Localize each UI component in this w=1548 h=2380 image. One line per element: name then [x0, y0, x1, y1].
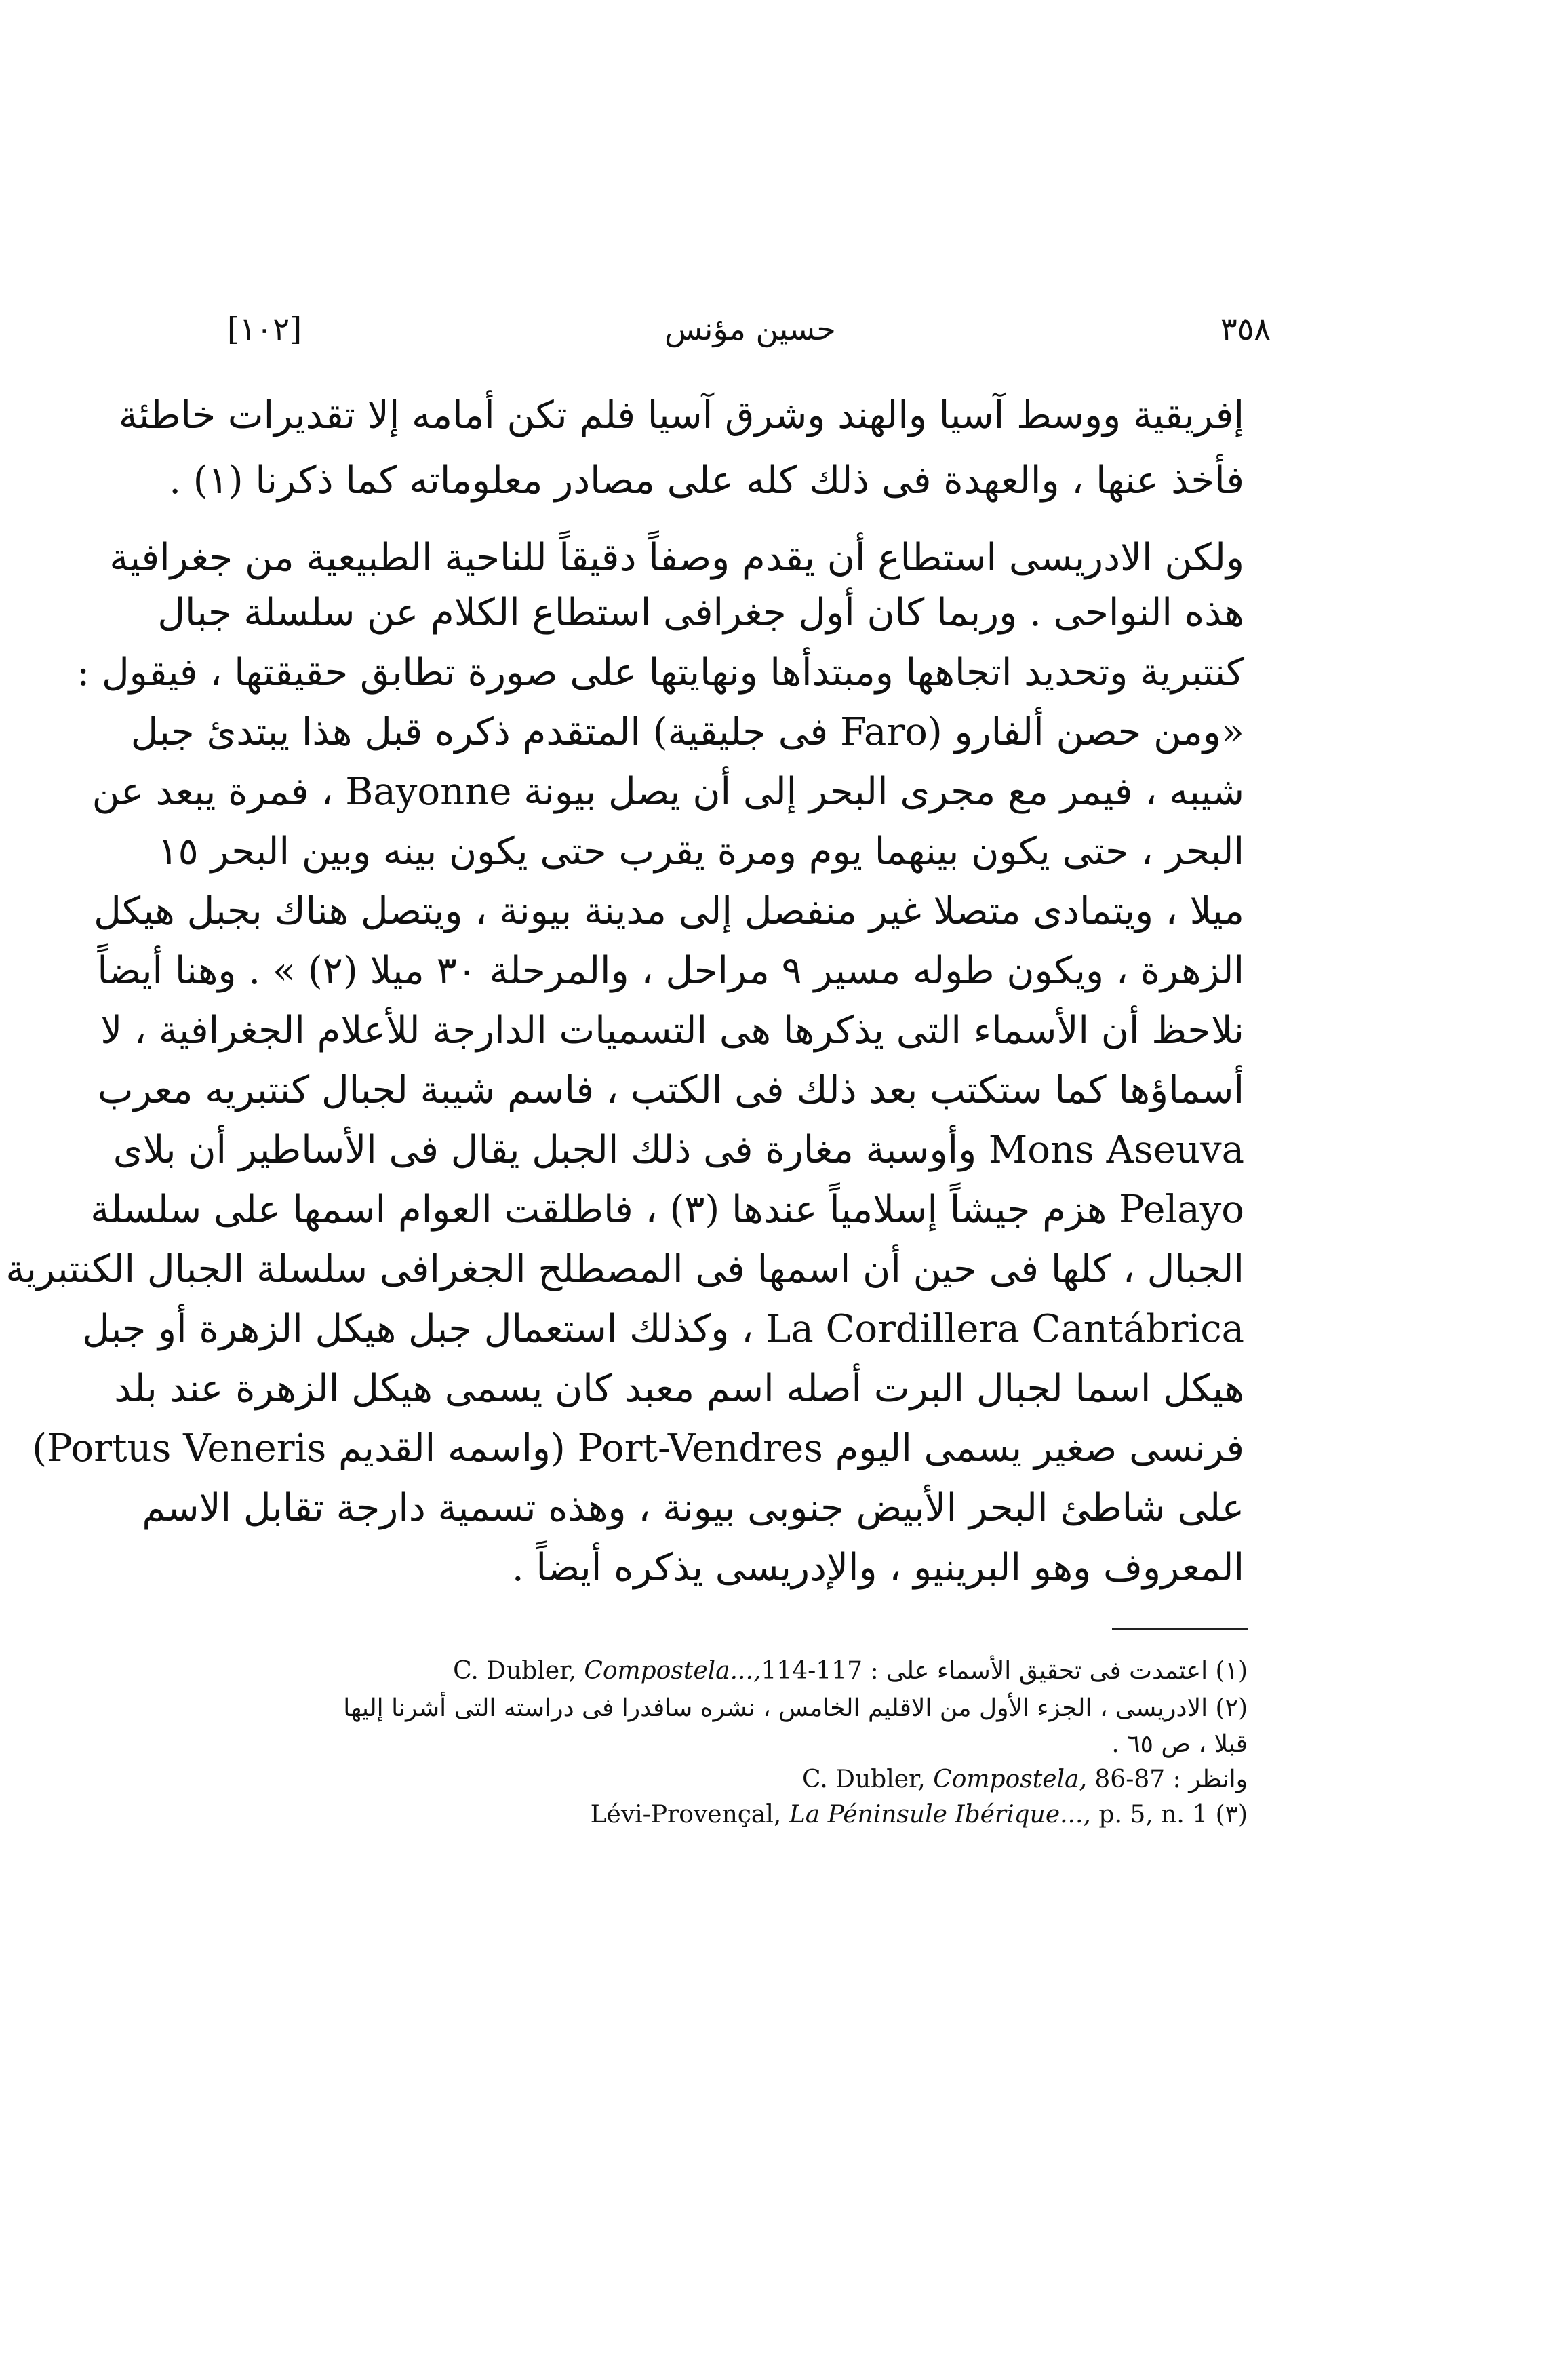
body-line: هذه النواحى . وربما كان أول جغرافى استطاع الكلام عن سلسلة جبال	[157, 591, 1244, 635]
body-line: الزهرة ، ويكون طوله مسير ٩ مراحل ، والمرحلة ٣٠ ميلا (٢) » . وهنا أيضاً	[97, 949, 1244, 993]
body-line: La Cordillera Cantábrica ، وكذلك استعمال جبل هيكل الزهرة أو جبل	[82, 1307, 1244, 1351]
body-line: أسماؤها كما ستكتب بعد ذلك فى الكتب ، فاسم شيبة لجبال كنتبريه معرب	[97, 1068, 1244, 1112]
footnote-2-see: وانظر :	[1172, 1766, 1248, 1793]
body-line: الجبال ، كلها فى حين أن اسمها فى المصطلح الجغرافى سلسلة الجبال الكنتبرية	[5, 1247, 1244, 1291]
body-line: المعروف وهو البرينيو ، والإدريسى يذكره أيضاً .	[511, 1546, 1244, 1590]
footnote-2-citation	[802, 1766, 1165, 1793]
body-line: هيكل اسما لجبال البرت أصله اسم معبد كان يسمى هيكل الزهرة عند بلد	[114, 1367, 1244, 1411]
body-line: على شاطئ البحر الأبيض جنوبى بيونة ، وهذه تسمية دارجة تقابل الاسم	[142, 1486, 1244, 1530]
footnote-2-author: C. Dubler,	[801, 1766, 926, 1793]
footnote-2-pages: 86-87	[1094, 1766, 1166, 1793]
footnote-3-marker: (٣)	[1215, 1801, 1248, 1829]
footnote-2-line-3	[268, 1763, 1248, 1796]
footnote-3-citation	[591, 1801, 1208, 1829]
body-line: فرنسى صغير يسمى اليوم Port-Vendres (واسمه القديم Portus Veneris)	[32, 1426, 1244, 1470]
footnote-1-title: Compostela...,	[584, 1657, 761, 1685]
running-header-author: حسين مؤنس	[664, 311, 836, 347]
footnote-3-author: Lévi-Provençal,	[590, 1801, 782, 1829]
footnote-1-citation	[453, 1657, 862, 1685]
body-line: ولكن الادريسى استطاع أن يقدم وصفاً دقيقاً للناحية الطبيعية من جغرافية	[109, 536, 1244, 580]
body-line: ميلا ، ويتمادى متصلا غير منفصل إلى مدينة بيونة ، ويتصل هناك بجبل هيكل	[94, 889, 1244, 933]
body-line: فأخذ عنها ، والعهدة فى ذلك كله على مصادر معلوماته كما ذكرنا (١) .	[169, 459, 1244, 503]
footnote-rule	[1112, 1628, 1248, 1630]
running-header-page-number: ٣٥٨	[1220, 311, 1271, 347]
body-line: Pelayo هزم جيشاً إسلامياً عندها (٣) ، فاطلقت العوام اسمها على سلسلة	[90, 1188, 1244, 1232]
footnote-2-line-1: (٢) الادريسى ، الجزء الأول من الاقليم الخامس ، نشره سافدرا فى دراسته التى أشرنا إليها	[343, 1694, 1248, 1722]
body-line: كنتبرية وتحديد اتجاهها ومبتدأها ونهايتها على صورة تطابق حقيقتها ، فيقول :	[77, 650, 1244, 695]
running-header-bracket-page: [١٠٢]	[227, 311, 302, 347]
body-line: إفريقية ووسط آسيا والهند وشرق آسيا فلم تكن أمامه إلا تقديرات خاطئة	[118, 393, 1244, 437]
body-line: «ومن حصن ألفارو (Faro فى جليقية) المتقدم ذكره قبل هذا يبتدئ جبل	[130, 710, 1244, 754]
footnote-1-arabic: (١) اعتمدت فى تحقيق الأسماء على :	[870, 1657, 1248, 1685]
body-line: نلاحظ أن الأسماء التى يذكرها هى التسميات الدارجة للأعلام الجغرافية ، لا	[100, 1009, 1244, 1053]
footnote-2-title: Compostela,	[933, 1766, 1087, 1793]
footnote-1-author: C. Dubler,	[453, 1657, 576, 1685]
footnote-3	[268, 1799, 1248, 1831]
footnote-3-title: La Péninsule Ibérique...,	[789, 1801, 1091, 1829]
body-line: Mons Aseuva وأوسبة مغارة فى ذلك الجبل يقال فى الأساطير أن بلاى	[113, 1128, 1244, 1172]
footnote-3-pages: p. 5, n. 1	[1098, 1801, 1208, 1829]
body-line: البحر ، حتى يكون بينهما يوم ومرة يقرب حتى يكون بينه وبين البحر ١٥	[157, 830, 1244, 874]
footnote-1	[268, 1655, 1248, 1688]
footnote-1-pages: 114-117	[761, 1657, 862, 1685]
body-line: شيبه ، فيمر مع مجرى البحر إلى أن يصل بيونة Bayonne ، فمرة يبعد عن	[92, 770, 1244, 814]
footnote-2-line-2: قبلا ، ص ٦٥ .	[1111, 1730, 1248, 1758]
